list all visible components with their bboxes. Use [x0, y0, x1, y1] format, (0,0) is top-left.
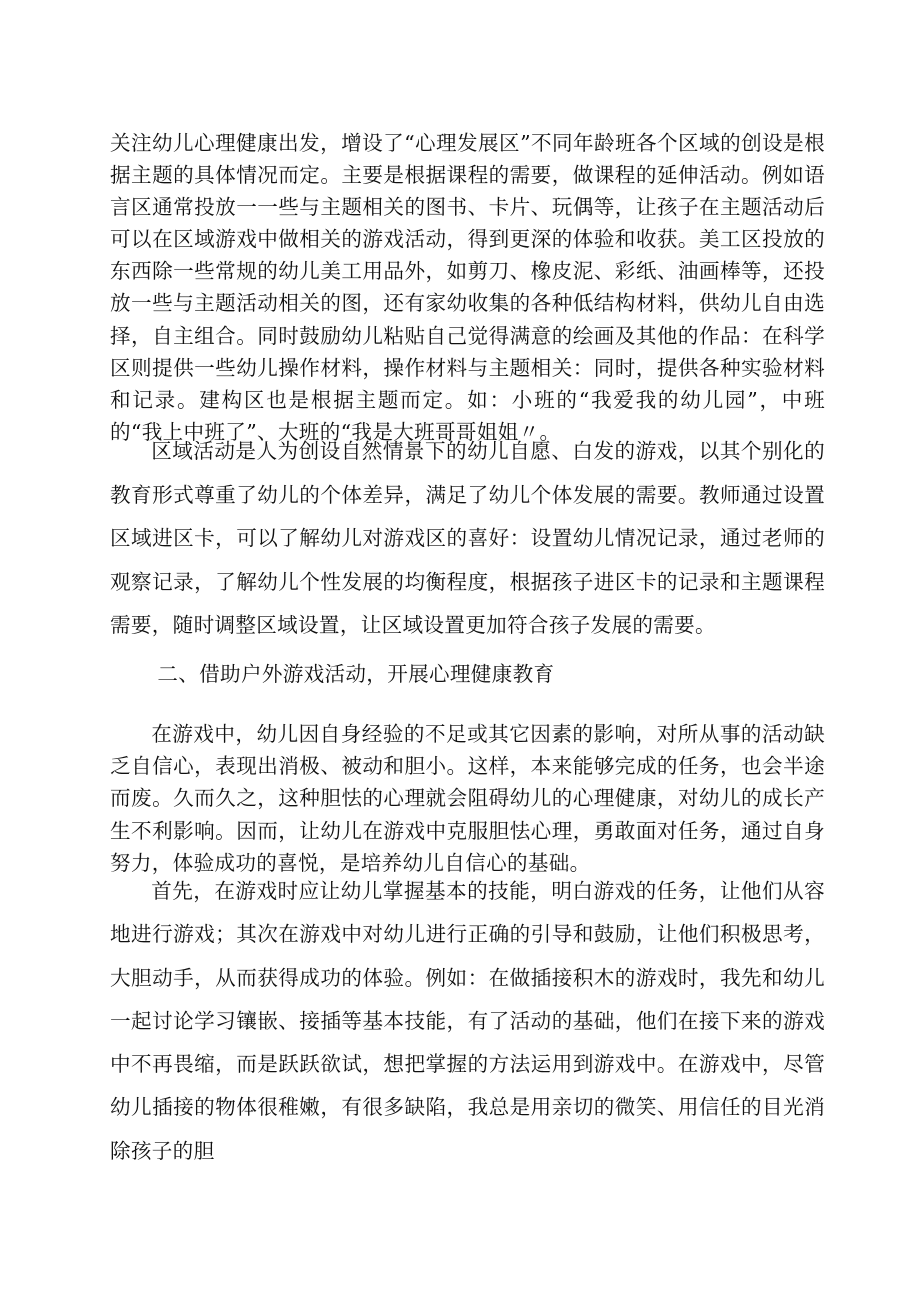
paragraph-skills: 首先，在游戏时应让幼儿掌握基本的技能，明白游戏的任务，让他们从容地进行游戏；其次在游戏中对幼儿进行正确的引导和鼓励，让他们积极思考，大胆动手，从而获得成功的体验。例如：在做插接积木的游戏时，我先和幼儿一起讨论学习镶嵌、接插等基本技能，有了活动的基础，他们在接下来的游戏中不再畏缩，而是跃跃欲试，想把掌握的方法运用到游戏中。在游戏中，尽管幼儿插接的物体很稚嫩，有很多缺陷，我总是用亲切的微笑、用信任的目光消除孩子的胆	[110, 879, 825, 1163]
paragraph-confidence: 在游戏中，幼儿因自身经验的不足或其它因素的影响，对所从事的活动缺乏自信心，表现出消极、被动和胆小。这样，本来能够完成的任务，也会半途而废。久而久之，这种胆怯的心理就会阻碍幼儿的心理健康，对幼儿的成长产生不利影响。因而，让幼儿在游戏中克服胆怯心理，勇敢面对任务，通过自身努力，体验成功的喜悦，是培养幼儿自信心的基础。	[110, 722, 825, 875]
paragraph-area-setup: 关注幼儿心理健康出发，增设了“心理发展区”不同年龄班各个区域的创设是根据主题的具体情况而定。主要是根据课程的需要，做课程的延伸活动。例如语言区通常投放一一些与主题相关的图书、卡片、玩偶等，让孩子在主题活动后可以在区域游戏中做相关的游戏活动，得到更深的体验和收获。美工区投放的东西除一些常规的幼儿美工用品外，如剪刀、橡皮泥、彩纸、油画棒等，还投放一些与主题活动相关的图，还有家幼收集的各种低结构材料，供幼儿自由选择，自主组合。同时鼓励幼儿粘贴自己觉得满意的绘画及其他的作品：在科学区则提供一些幼儿操作材料，操作材料与主题相关：同时，提供各种实验材料和记录。建构区也是根据主题而定。如：小班的“我爱我的幼儿园”，中班的“我上中班了”、大班的“我是大班哥哥姐姐〃。	[110, 131, 825, 444]
paragraph-area-activity: 区域活动是人为创设自然情景下的幼儿自愿、白发的游戏，以其个别化的教育形式尊重了幼儿的个体差异，满足了幼儿个体发展的需要。教师通过设置区域进区卡，可以了解幼儿对游戏区的喜好：设置幼儿情况记录，通过老师的观察记录，了解幼儿个性发展的均衡程度，根据孩子进区卡的记录和主题课程需要，随时调整区域设置，让区域设置更加符合孩子发展的需要。	[110, 439, 825, 638]
section-heading: 二、借助户外游戏活动，开展心理健康教育	[157, 662, 555, 686]
